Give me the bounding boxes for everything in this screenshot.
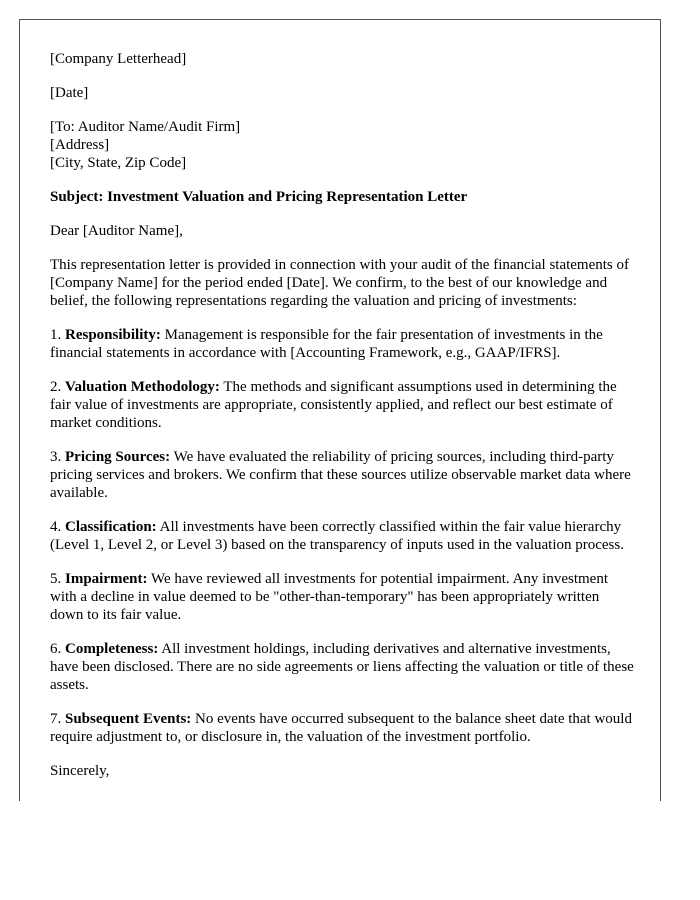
item-number: 1. [50,327,62,343]
closing: Sincerely, [50,763,110,779]
letterhead: [Company Letterhead] [50,51,187,67]
item-heading: Subsequent Events: [65,711,192,727]
letter-page [19,19,661,801]
item-text: The methods and significant assumptions used in determining the fair value of investments are appropriate, consistently applied, and reflect our best estimate of market conditions. [50,379,617,431]
letter-body [50,50,635,796]
item-text: We have reviewed all investments for potential impairment. Any investment with a decline in value deemed to be "other-than-temporary" has been appropriately written down to its fair value. [50,571,608,623]
representation-item [50,378,635,432]
item-number: 5. [50,571,62,587]
intro-paragraph: This representation letter is provided in connection with your audit of the financial statements of [Company Name] for the period ended [Date]. We confirm, to the best of our knowledge and belief, the following representations regarding the valuation and pricing of investments: [50,257,630,309]
representation-item [50,518,635,554]
item-heading: Completeness: [65,641,159,657]
representation-item [50,448,635,502]
item-heading: Pricing Sources: [65,449,171,465]
item-heading: Classification: [65,519,157,535]
item-text: All investments have been correctly classified within the fair value hierarchy (Level 1, Level 2, or Level 3) based on the transparency of inputs used in the valuation process. [50,519,624,553]
salutation: Dear [Auditor Name], [50,223,183,239]
recipient-to: [To: Auditor Name/Audit Firm] [50,119,241,135]
item-number: 7. [50,711,62,727]
item-text: Management is responsible for the fair presentation of investments in the financial statements in accordance with [Accounting Framework, e.g., GAAP/IFRS]. [50,327,603,361]
representation-item [50,326,635,362]
item-number: 3. [50,449,62,465]
subject-line: Subject: Investment Valuation and Pricing Representation Letter [50,189,468,205]
letter-date: [Date] [50,85,89,101]
recipient-city: [City, State, Zip Code] [50,155,187,171]
item-number: 2. [50,379,62,395]
recipient-block [50,118,635,172]
recipient-address: [Address] [50,137,110,153]
representation-item [50,640,635,694]
item-heading: Valuation Methodology: [65,379,220,395]
representation-item [50,570,635,624]
item-text: All investment holdings, including derivatives and alternative investments, have been disclosed. There are no side agreements or liens affecting the valuation or title of these assets. [50,641,634,693]
item-heading: Impairment: [65,571,148,587]
item-heading: Responsibility: [65,327,161,343]
item-text: We have evaluated the reliability of pricing sources, including third-party pricing services and brokers. We confirm that these sources utilize observable market data where available. [50,449,631,501]
item-number: 6. [50,641,62,657]
item-number: 4. [50,519,62,535]
item-text: No events have occurred subsequent to the balance sheet date that would require adjustment to, or disclosure in, the valuation of the investment portfolio. [50,711,632,745]
representation-item [50,710,635,746]
